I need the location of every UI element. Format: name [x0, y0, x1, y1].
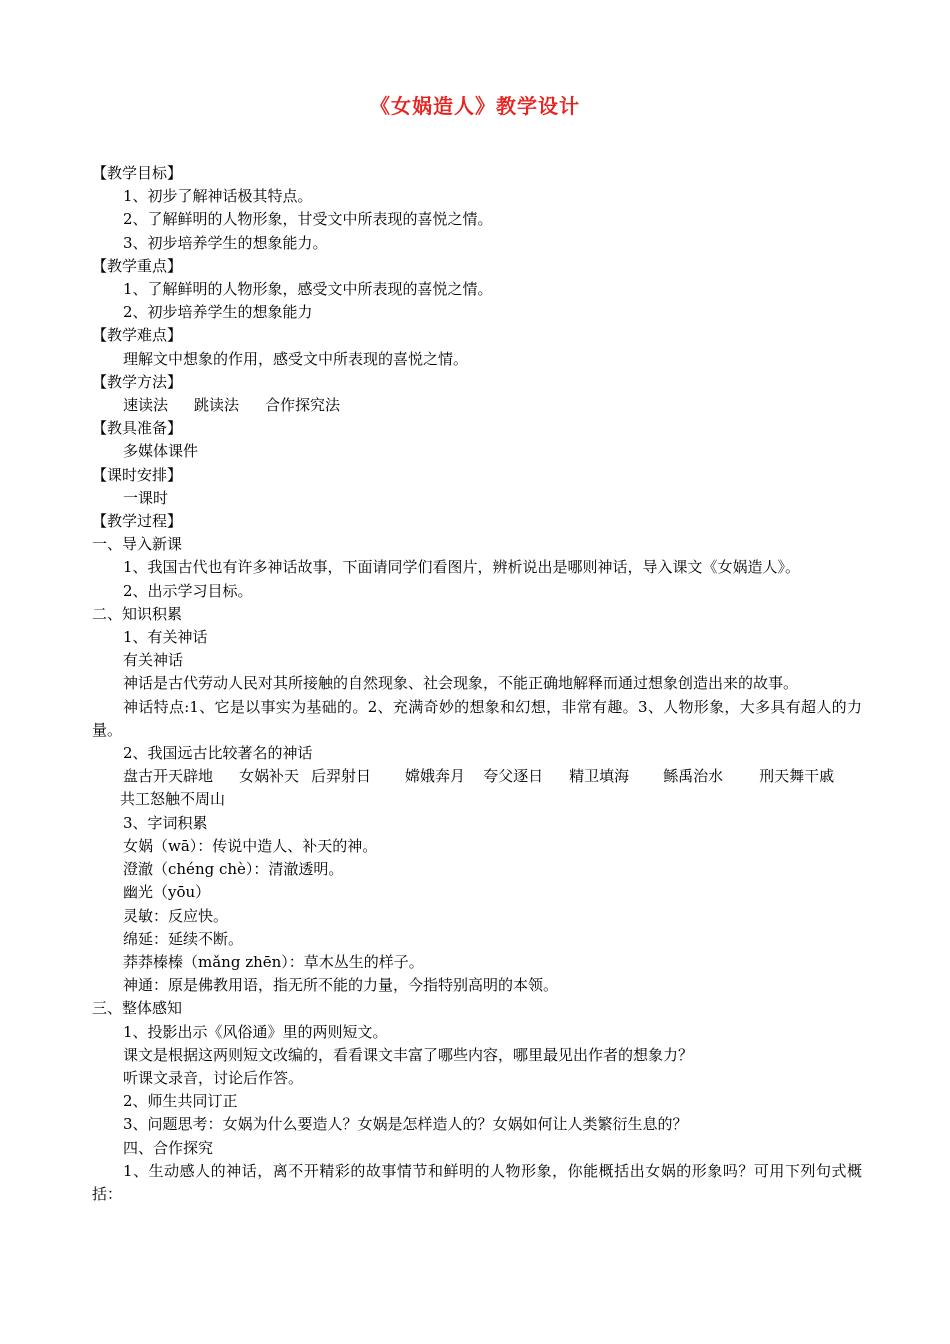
myth-item: 女娲补天	[239, 767, 300, 786]
myth-item: 共工怒触不周山	[120, 790, 226, 809]
process-part-heading: 三、整体感知	[92, 999, 183, 1018]
process-paragraph: 2、师生共同订正	[123, 1092, 238, 1111]
process-subheading: 1、有关神话	[123, 628, 208, 647]
section-heading-difficulty: 【教学难点】	[92, 326, 183, 345]
method-item: 速读法	[123, 396, 169, 415]
time-text: 一课时	[123, 488, 169, 507]
process-part-heading: 四、合作探究	[123, 1138, 214, 1157]
vocab-item: 澄澈（chéng chè）：清澈透明。	[123, 860, 344, 879]
myth-item: 夸父逐日	[483, 767, 544, 786]
myth-item: 盘古开天辟地	[123, 767, 214, 786]
myth-list	[92, 765, 862, 811]
methods-line	[92, 394, 862, 417]
section-heading-tools: 【教具准备】	[92, 419, 183, 438]
difficulty-text: 理解文中想象的作用，感受文中所表现的喜悦之情。	[123, 349, 469, 368]
process-part-heading: 一、导入新课	[92, 535, 183, 554]
myth-item: 嫦娥奔月	[405, 767, 466, 786]
myth-item: 精卫填海	[569, 767, 630, 786]
process-paragraph: 1、生动感人的神话，离不开精彩的故事情节和鲜明的人物形象，你能概括出女娲的形象吗？可用下列句式概括：	[92, 1161, 862, 1203]
vocab-item: 绵延：延续不断。	[123, 929, 244, 948]
myth-features: 神话特点:1、它是以事实为基础的。2、充满奇妙的想象和幻想，非常有趣。3、人物形象，大多具有超人的力量。	[92, 697, 862, 739]
document-body	[92, 162, 862, 1206]
vocab-item: 女娲（wā）：传说中造人、补天的神。	[123, 836, 378, 855]
myth-item: 后羿射日	[311, 767, 372, 786]
method-item: 合作探究法	[265, 396, 341, 415]
section-heading-goals: 【教学目标】	[92, 164, 183, 182]
goal-item: 1、初步了解神话极其特点。	[123, 187, 313, 206]
section-heading-focus: 【教学重点】	[92, 256, 183, 275]
goal-item: 3、初步培养学生的想象能力。	[123, 233, 328, 252]
process-paragraph: 听课文录音，讨论后作答。	[123, 1068, 304, 1087]
vocab-item: 幽光（yōu）	[123, 883, 211, 902]
section-heading-time: 【课时安排】	[92, 465, 183, 484]
focus-item: 2、初步培养学生的想象能力	[123, 303, 313, 322]
process-paragraph: 2、出示学习目标。	[123, 581, 253, 600]
process-paragraph: 课文是根据这两则短文改编的，看看课文丰富了哪些内容，哪里最见出作者的想象力？	[123, 1045, 694, 1064]
section-heading-process: 【教学过程】	[92, 512, 183, 531]
process-paragraph: 1、我国古代也有许多神话故事，下面请同学们看图片，辨析说出是哪则神话，导入课文《女娲造人》。	[123, 558, 801, 577]
focus-item: 1、了解鲜明的人物形象，感受文中所表现的喜悦之情。	[123, 280, 493, 299]
method-item: 跳读法	[194, 396, 240, 415]
document-title: 《女娲造人》教学设计	[370, 94, 580, 118]
vocab-item: 莽莽榛榛（mǎng zhēn）：草木丛生的样子。	[123, 952, 424, 971]
process-subheading: 2、我国远古比较著名的神话	[123, 744, 313, 763]
goal-item: 2、了解鲜明的人物形象，甘受文中所表现的喜悦之情。	[123, 210, 493, 229]
myth-definition: 神话是古代劳动人民对其所接触的自然现象、社会现象，不能正确地解释而通过想象创造出来的故事。	[123, 674, 799, 693]
process-subheading: 3、字词积累	[123, 813, 208, 832]
process-part-heading: 二、知识积累	[92, 604, 183, 623]
myth-item: 刑天舞干戚	[759, 767, 835, 786]
vocab-item: 灵敏：反应快。	[123, 906, 229, 925]
vocab-item: 神通：原是佛教用语，指无所不能的力量，今指特别高明的本领。	[123, 976, 559, 995]
myth-item: 鲧禹治水	[663, 767, 724, 786]
process-subheading: 有关神话	[123, 651, 184, 670]
tools-text: 多媒体课件	[123, 442, 199, 461]
process-paragraph: 3、问题思考：女娲为什么要造人？女娲是怎样造人的？女娲如何让人类繁衍生息的？	[123, 1115, 688, 1134]
section-heading-methods: 【教学方法】	[92, 372, 183, 391]
process-paragraph: 1、投影出示《风俗通》里的两则短文。	[123, 1022, 388, 1041]
